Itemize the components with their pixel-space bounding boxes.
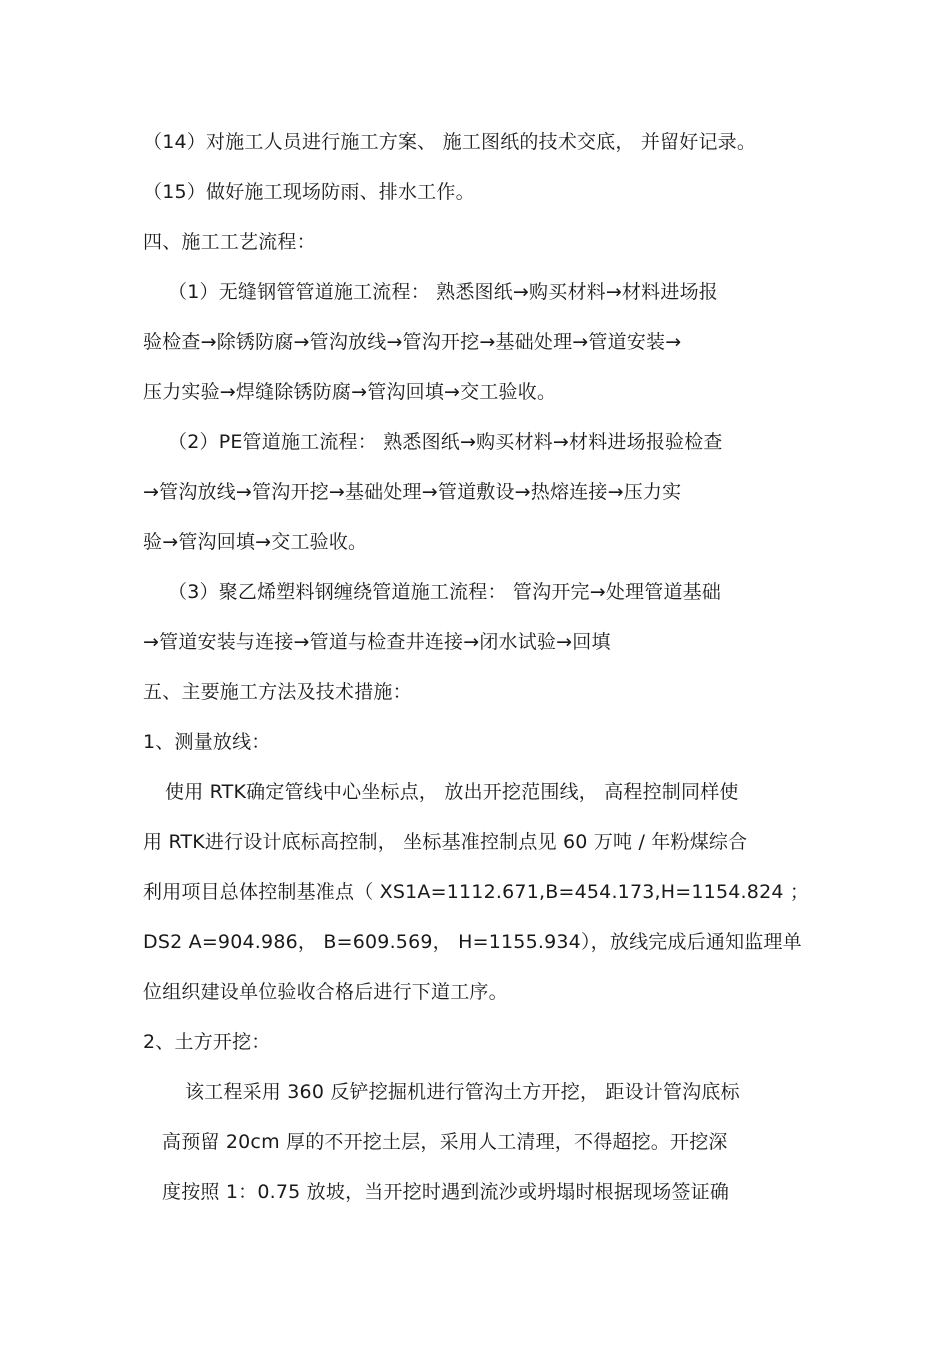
text-line: 验→管沟回填→交工验收。 [143, 531, 368, 553]
text-line: （2）PE管道施工流程： 熟悉图纸→购买材料→材料进场报验检查 [168, 431, 723, 453]
subsection-heading: 1、测量放线： [143, 731, 271, 753]
section-heading: 四、施工工艺流程： [143, 231, 316, 253]
text-line: 利用项目总体控制基准点（ XS1A=1112.671,B=454.173,H=1154.824 ； [143, 881, 810, 903]
text-line: DS2 A=904.986， B=609.569， H=1155.934），放线完成后通知监理单 [143, 931, 802, 953]
text-line: 验检查→除锈防腐→管沟放线→管沟开挖→基础处理→管道安装→ [143, 331, 682, 353]
text-line: 高预留 20cm 厚的不开挖土层，采用人工清理，不得超挖。开挖深 [162, 1131, 728, 1153]
text-line: （14）对施工人员进行施工方案、 施工图纸的技术交底， 并留好记录。 [143, 131, 757, 153]
section-heading: 五、主要施工方法及技术措施： [143, 681, 412, 703]
text-line: →管道安装与连接→管道与检查井连接→闭水试验→回填 [143, 631, 611, 653]
text-line: →管沟放线→管沟开挖→基础处理→管道敷设→热熔连接→压力实 [143, 481, 682, 503]
text-line: 用 RTK进行设计底标高控制， 坐标基准控制点见 60 万吨 / 年粉煤综合 [143, 831, 748, 853]
text-line: 位组织建设单位验收合格后进行下道工序。 [143, 981, 508, 1003]
text-line: 度按照 1：0.75 放坡，当开挖时遇到流沙或坍塌时根据现场签证确 [162, 1181, 730, 1203]
subsection-heading: 2、土方开挖： [143, 1031, 271, 1053]
text-line: （1）无缝钢管管道施工流程： 熟悉图纸→购买材料→材料进场报 [168, 281, 718, 303]
text-line: 使用 RTK确定管线中心坐标点， 放出开挖范围线， 高程控制同样使 [165, 781, 739, 803]
text-line: （3）聚乙烯塑料钢缠绕管道施工流程： 管沟开完→处理管道基础 [168, 581, 722, 603]
text-line: 该工程采用 360 反铲挖掘机进行管沟土方开挖， 距设计管沟底标 [185, 1081, 740, 1103]
text-line: 压力实验→焊缝除锈防腐→管沟回填→交工验收。 [143, 381, 557, 403]
text-line: （15）做好施工现场防雨、排水工作。 [143, 181, 475, 203]
